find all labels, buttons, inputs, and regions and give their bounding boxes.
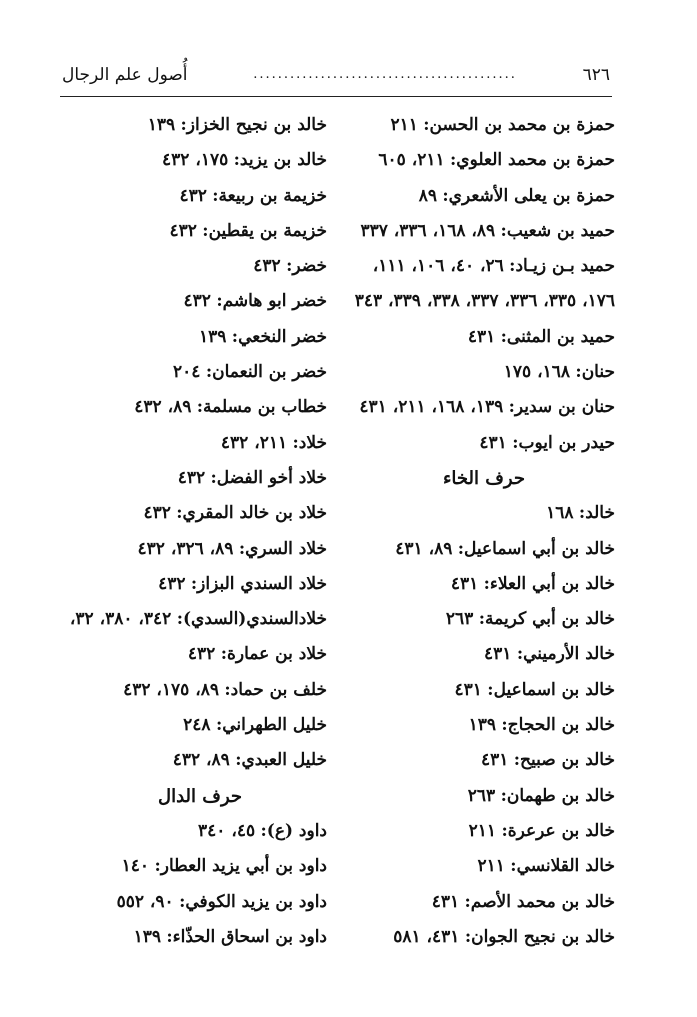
entry-name: خلاد بن عمارة:: [220, 644, 327, 665]
index-entry: [7, 743, 327, 778]
index-entry: [7, 532, 327, 567]
entry-name: خالد بن طهمان:: [500, 785, 615, 806]
entry-name: حنان بن سدير:: [508, 397, 615, 418]
entry-name: حنان:: [575, 362, 615, 383]
index-entry: [353, 814, 615, 849]
entry-name: خزيمة بن ربيعة:: [212, 185, 327, 206]
entry-name: خلاد:: [292, 432, 327, 453]
entry-pages: ٤٣١: [454, 679, 482, 700]
index-entry: [353, 673, 615, 708]
entry-pages: ٨٩، ٤٣٢: [172, 750, 230, 771]
index-entry: [7, 708, 327, 743]
header-rule: [60, 96, 612, 97]
index-entry: [7, 885, 327, 920]
entry-name: حمزة بن محمد بن الحسن:: [423, 115, 615, 135]
index-entry: [353, 284, 615, 319]
index-entry: [7, 108, 327, 143]
entry-pages: ٤٣١: [480, 750, 509, 771]
index-entry: [7, 355, 327, 390]
book-title: أُصول علم الرجال: [62, 65, 188, 85]
index-entry: [7, 814, 327, 849]
entry-pages: ٤٣٢: [187, 644, 216, 665]
index-entry: [353, 143, 615, 178]
entry-name: خالد بن أبي العلاء:: [483, 573, 615, 594]
index-entry: [353, 390, 615, 425]
entry-pages: ١٣٩: [468, 715, 496, 736]
entry-name: خليل العبدي:: [235, 750, 327, 771]
index-entry: [7, 496, 327, 531]
entry-name: حميد بن المثنى:: [500, 326, 615, 347]
index-entry: [353, 849, 615, 884]
entry-pages: ٣٤٢، ٣٨٠، ٣٢،: [69, 609, 172, 630]
entry-name: خالد بن نجيح الجوان:: [464, 926, 615, 947]
entry-name: خالد بن اسماعيل:: [487, 679, 615, 700]
entry-name: خالد بن أبي اسماعيل:: [457, 538, 615, 559]
entry-pages: ١٣٩: [133, 926, 161, 947]
index-entry: [353, 637, 615, 672]
entry-pages: ٨٩، ٤٣١: [395, 538, 453, 559]
entry-pages: ١٣٩: [198, 326, 227, 347]
entry-name: داود بن اسحاق الحذّاء:: [166, 926, 327, 947]
entry-pages: ١٣٩، ١٦٨، ٢١١، ٤٣١: [359, 397, 504, 418]
index-entry: [353, 708, 615, 743]
entry-pages: ٢٤٨: [183, 715, 211, 736]
entry-pages: ٢٦٣: [467, 785, 496, 806]
index-entry: [7, 849, 327, 884]
index-entry: [353, 355, 615, 390]
entry-name: خالد:: [578, 503, 615, 524]
entry-pages: ١٦٨، ١٧٥: [503, 362, 571, 383]
index-column-left: [7, 108, 327, 955]
entry-pages: ٤٣٢: [253, 256, 281, 277]
entry-name: خطاب بن مسلمة:: [196, 397, 327, 418]
entry-name: خلاد أخو الفضل:: [210, 467, 327, 488]
entry-pages: ٤٣٢: [143, 503, 171, 524]
entry-pages: ١٧٥، ٤٣٢: [162, 150, 229, 171]
entry-pages: ٤٣١: [431, 891, 460, 912]
index-entry: [7, 143, 327, 178]
entry-pages: ٢١١: [477, 856, 505, 877]
entry-name: حمزة بن محمد العلوي:: [450, 150, 615, 171]
index-entry: [7, 214, 327, 249]
index-entry: [7, 461, 327, 496]
entry-name: خضر بن النعمان:: [205, 362, 327, 383]
entry-pages: ٤٣٢: [179, 185, 207, 206]
index-entry: [353, 496, 615, 531]
entry-pages: ٤٣١: [450, 573, 479, 594]
index-entry: [7, 637, 327, 672]
entry-pages: ٤٣٢: [177, 467, 206, 488]
index-entry: [353, 249, 615, 284]
index-entry: [7, 390, 327, 425]
index-entry: [353, 320, 615, 355]
index-column-right: [353, 108, 615, 955]
entry-pages: ٢٦٣: [445, 609, 474, 630]
entry-name: حمزة بن يعلى الأشعري:: [442, 185, 615, 206]
entry-name: خالد الأرميني:: [516, 644, 615, 665]
index-entry: [353, 108, 615, 143]
entry-name: خالد بن نجيح الخزاز:: [180, 115, 327, 135]
index-entry: [7, 284, 327, 319]
index-entry: [353, 214, 615, 249]
entry-name: خلاد بن خالد المقري:: [176, 503, 327, 524]
entry-pages: ٢٦، ٤٠، ١٠٦، ١١١،: [372, 256, 504, 277]
index-entry: [7, 673, 327, 708]
entry-name: حيدر بن ايوب:: [512, 432, 615, 453]
entry-pages: ٤٣٢: [183, 291, 211, 312]
index-entry: [353, 743, 615, 778]
leader-dots: ...........................................: [253, 67, 517, 82]
entry-pages: ٤٣١: [467, 326, 496, 347]
entry-name: خالد بن يزيد:: [233, 150, 327, 171]
page-number: ٦٢٦: [582, 65, 610, 85]
index-entry: [7, 320, 327, 355]
entry-pages: ٢١١: [468, 820, 497, 841]
entry-name: خالد بن محمد الأصم:: [464, 891, 615, 912]
entry-name: خضر:: [286, 256, 327, 277]
running-header: [62, 62, 610, 88]
entry-pages: ٨٩، ٤٣٢: [134, 397, 192, 418]
entry-pages: ١٧٦، ٣٣٥، ٣٣٦، ٣٣٧، ٣٣٨، ٣٣٩، ٣٤٣: [354, 291, 615, 312]
entry-name: خالد بن أبي كريمة:: [478, 609, 615, 630]
index-entry: [353, 920, 615, 955]
entry-pages: ٢١١، ٦٠٥: [378, 150, 445, 171]
entry-name: خلاد السندي البزاز:: [190, 573, 327, 594]
entry-name: داود بن يزيد الكوفي:: [179, 891, 327, 912]
entry-pages: ٢١١، ٤٣٢: [220, 432, 288, 453]
index-entry: [353, 567, 615, 602]
index-entry: [353, 779, 615, 814]
section-heading: حرف الدال: [158, 785, 242, 807]
entry-pages: ٤٣٢: [169, 220, 197, 241]
entry-name: داود بن أبي يزيد العطار:: [154, 856, 327, 877]
entry-pages: ٤٥، ٣٤٠: [198, 820, 256, 841]
entry-pages: ٨٩: [418, 185, 437, 206]
index-entry: [7, 426, 327, 461]
entry-name: خضر ابو هاشم:: [216, 291, 327, 312]
entry-name: خلف بن حماد:: [224, 679, 327, 700]
index-entry: [353, 532, 615, 567]
index-entry: [353, 426, 615, 461]
section-heading: حرف الخاء: [442, 467, 525, 489]
entry-pages: ١٦٨: [546, 503, 574, 524]
entry-pages: ١٣٩: [147, 115, 176, 135]
entry-pages: ٩٠، ٥٥٢: [116, 891, 174, 912]
entry-name: حميد بن شعيب:: [500, 220, 615, 241]
entry-name: خليل الطهراني:: [215, 715, 327, 736]
index-entry: [7, 179, 327, 214]
entry-pages: ٨٩، ١٦٨، ٣٣٦، ٣٣٧: [360, 220, 496, 241]
entry-pages: ٤٣١، ٥٨١: [393, 926, 460, 947]
index-entry: [353, 179, 615, 214]
entry-pages: ٤٣١: [479, 432, 507, 453]
entry-name: خالد بن الحجاج:: [501, 715, 615, 736]
entry-name: خضر النخعي:: [231, 326, 327, 347]
entry-name: خلادالسندي(السدي):: [176, 609, 327, 630]
index-entry: [7, 602, 327, 637]
index-entry: [353, 885, 615, 920]
entry-name: خزيمة بن يقطين:: [202, 220, 327, 241]
entry-name: خلاد السري:: [238, 538, 327, 559]
index-entry: [7, 920, 327, 955]
entry-name: خالد بن صبيح:: [513, 750, 615, 771]
entry-pages: ٨٩، ٣٢٦، ٤٣٢: [137, 538, 234, 559]
entry-pages: ١٤٠: [121, 856, 150, 877]
entry-pages: ٨٩، ١٧٥، ٤٣٢: [123, 679, 219, 700]
entry-pages: ٢١١: [390, 115, 418, 135]
index-entry: [7, 249, 327, 284]
entry-name: خالد القلانسي:: [510, 856, 615, 877]
entry-name: حميد بـن زيـاد:: [509, 256, 615, 277]
entry-pages: ٤٣٢: [158, 573, 186, 594]
entry-pages: ٤٣١: [484, 644, 512, 665]
index-entry: [353, 602, 615, 637]
entry-name: داود (ع):: [260, 820, 327, 841]
entry-name: خالد بن عرعرة:: [501, 820, 615, 841]
index-entry: [7, 567, 327, 602]
entry-pages: ٢٠٤: [173, 362, 201, 383]
